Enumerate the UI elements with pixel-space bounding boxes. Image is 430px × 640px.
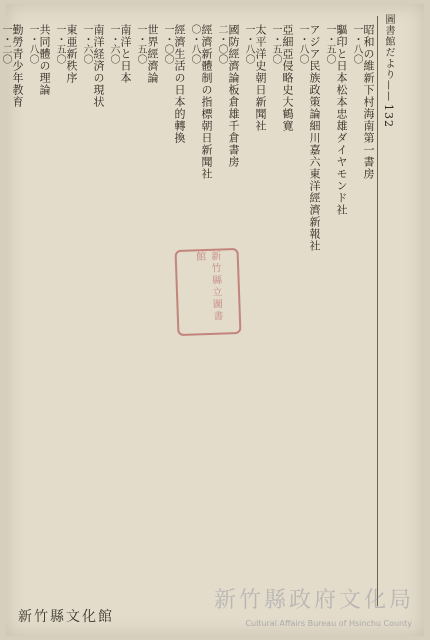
- header-rule: [377, 16, 378, 606]
- page-number: 132: [382, 104, 395, 128]
- library-seal-text: 新竹縣文化館: [18, 609, 114, 625]
- bureau-watermark: 新竹縣政府文化局: [213, 588, 414, 613]
- book-title: アジア民族政策論細川嘉六東洋經濟新報社: [308, 24, 321, 252]
- book-price: 一・五〇: [54, 24, 65, 64]
- page-header: 圖書館だより——132: [382, 14, 395, 128]
- book-price: 〇・八〇: [189, 24, 200, 64]
- list-item: [269, 24, 293, 604]
- book-price: 一・五〇: [135, 24, 146, 64]
- list-item: [53, 24, 77, 604]
- list-item: [134, 24, 158, 604]
- book-price: 一・八〇: [297, 24, 308, 64]
- library-stamp: [175, 248, 242, 336]
- stamp-text: 新竹縣立圖書館: [193, 250, 223, 323]
- book-title: 共同體の理論: [38, 24, 51, 96]
- book-title: 經濟新體制の指標朝日新聞社: [200, 24, 213, 180]
- book-title: 昭和の維新下村海南第一書房: [362, 24, 375, 180]
- book-title: 南洋経済の現状: [92, 24, 105, 108]
- book-title: 經濟生活の日本的轉換: [173, 24, 186, 144]
- list-item: [296, 24, 320, 604]
- book-title: 南洋と日本: [119, 24, 132, 84]
- bureau-watermark-sub: Cultural Affairs Bureau of Hsinchu County: [245, 619, 412, 628]
- list-item: [0, 24, 23, 604]
- book-price: 一・五〇: [270, 24, 281, 64]
- list-item: [323, 24, 347, 604]
- book-price: 一・五〇: [324, 24, 335, 64]
- book-price: 一・六〇: [81, 24, 92, 64]
- book-title: 太平洋史朝日新聞社: [254, 24, 267, 132]
- book-title: 國防經濟論板倉雄千倉書房: [227, 24, 240, 168]
- book-price: 一・八〇: [243, 24, 254, 64]
- book-title: 東亜新秩序: [65, 24, 78, 84]
- list-item: [80, 24, 104, 604]
- book-price: 一・二〇: [0, 24, 11, 64]
- book-title: 世界經濟論: [146, 24, 159, 84]
- list-item: [107, 24, 131, 604]
- document-page: [0, 4, 424, 636]
- book-title: 勤勞青少年教育: [11, 24, 24, 108]
- book-price: 二・〇〇: [216, 24, 227, 64]
- book-price: 一・〇〇: [162, 24, 173, 64]
- list-item: [350, 24, 374, 604]
- book-title: 亞細亞侵略史大鶴寛: [281, 24, 294, 132]
- list-item: [26, 24, 50, 604]
- book-title: 驅印と日本松本忠雄ダイヤモンド社: [335, 24, 348, 216]
- list-item: [242, 24, 266, 604]
- book-price: 一・六〇: [108, 24, 119, 64]
- book-price: 一・八〇: [351, 24, 362, 64]
- header-title: 圖書館だより: [383, 14, 394, 80]
- book-price: 一・八〇: [27, 24, 38, 64]
